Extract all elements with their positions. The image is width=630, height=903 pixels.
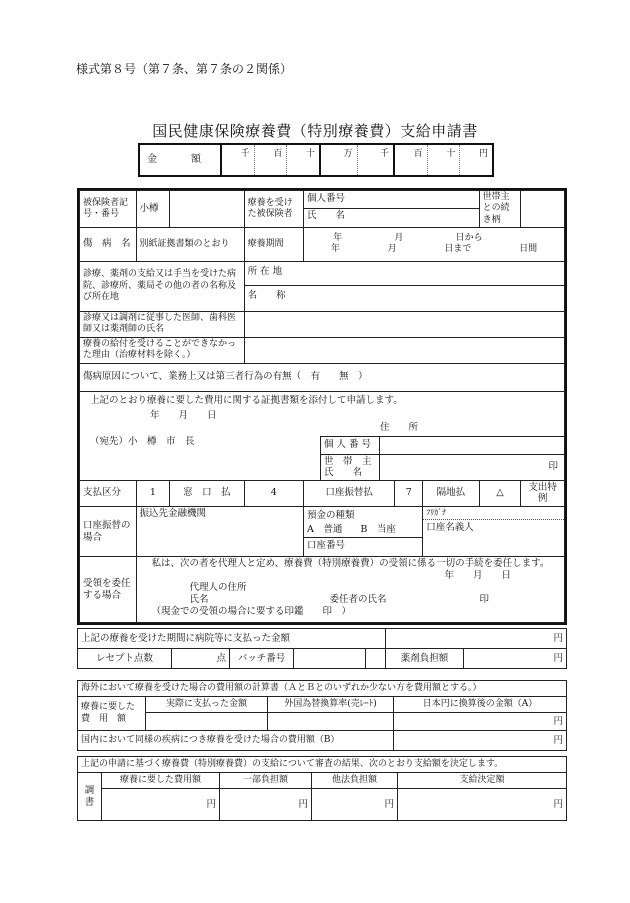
- batch-label: バッチ番号: [230, 649, 294, 669]
- provider-fields[interactable]: [244, 261, 564, 311]
- decision-col3: 他法負担額: [312, 773, 398, 789]
- paid-text: 上記の療養を受けた期間に病院等に支払った金額: [78, 629, 386, 649]
- delegation-label: 受領を委任する場合: [80, 557, 137, 623]
- decision-col1: 療養に要した費用額: [102, 773, 220, 789]
- payment-opt7-no[interactable]: 7: [395, 480, 423, 507]
- cause-row[interactable]: 傷病原因について、業務上又は第三者行為の有無（ 有 無 ）: [80, 363, 565, 391]
- decision-field4[interactable]: 円: [398, 789, 567, 821]
- amount-box: [138, 143, 494, 177]
- page-title: 国民健康保険療養費（特別療養費）支給申請書: [152, 122, 478, 140]
- overseas-paid-field[interactable]: [146, 713, 268, 731]
- paid-section: [77, 628, 567, 669]
- delegation-block[interactable]: 私は、次の者を代理人と定め、療養費（特別療養費）の受領に係る一切の手続を委任します。 年 月 日 代理人の住所 氏名 委任者の氏名 印 （現金での受領の場合に要する印鑑 印 ）: [136, 557, 565, 623]
- drug-label: 薬剤負担額: [386, 649, 464, 669]
- injury-label: 傷 病 名: [80, 227, 137, 261]
- amount-label: 金 額: [139, 144, 221, 176]
- personal-number-label: 個人番号: [304, 192, 479, 209]
- decision-field1[interactable]: 円: [102, 789, 220, 821]
- batch-number[interactable]: [294, 649, 366, 669]
- applicant-name-label: 世 帯 主 氏 名: [324, 455, 372, 479]
- deposit-fields[interactable]: 預金の種類 A 普通 B 当座 口座番号: [304, 507, 423, 557]
- payment-special[interactable]: 支出特例: [521, 480, 565, 507]
- overseas-text: 海外において療養を受けた場合の費用額の計算書（ＡとＢとのいずれか少ない方を費用額とする。）: [78, 681, 567, 697]
- overseas-rate-field[interactable]: [268, 713, 394, 731]
- decision-col2: 一部負担額: [220, 773, 312, 789]
- overseas-yen-field[interactable]: 円: [394, 713, 567, 731]
- payment-opt7[interactable]: 隔地払: [423, 480, 479, 507]
- digit-cell: 百: [395, 145, 428, 175]
- reason-field[interactable]: [244, 337, 564, 363]
- form-number: 様式第８号（第７条、第７条の２関係）: [76, 62, 293, 76]
- provider-name-label: 名 称: [247, 290, 286, 302]
- applicant-address-label: 住 所: [380, 421, 419, 433]
- recipient-label: 療養を受けた被保険者: [244, 191, 303, 228]
- declaration-date[interactable]: 年 月 日: [150, 409, 217, 421]
- drug-amount[interactable]: 円: [464, 649, 567, 669]
- applicant-personal-number-label: 個 人 番 号: [324, 438, 372, 450]
- period-label: 療養期間: [244, 227, 303, 261]
- digit-cell: 百: [255, 145, 288, 175]
- batch-spacer: [366, 649, 386, 669]
- overseas-rate-col: 外国為替換算率(売ﾚｰﾄ): [268, 697, 394, 713]
- amount-group-man[interactable]: [320, 144, 394, 176]
- period-field[interactable]: 年 月 日から 年 月 日まで 日間: [304, 227, 565, 261]
- overseas-paid-col: 実際に支払った金額: [146, 697, 268, 713]
- doctor-label: 診療又は調剤に従事した医師、歯科医師又は薬剤師の氏名: [80, 311, 245, 337]
- decision-field2[interactable]: 円: [220, 789, 312, 821]
- digit-cell: 円: [478, 149, 488, 159]
- digit-cell: 十: [305, 149, 315, 159]
- decision-col4: 支給決定額: [398, 773, 567, 789]
- provider-address-label: 所 在 地: [245, 262, 564, 286]
- amount-group-thousands[interactable]: [221, 144, 320, 176]
- decision-label: 調書: [78, 773, 102, 821]
- digit-cell: 千: [222, 145, 255, 175]
- payment-special-mark[interactable]: △: [479, 480, 521, 507]
- relation-label: 世帯主との続き柄: [479, 191, 521, 228]
- payment-opt1-no[interactable]: 1: [136, 480, 170, 507]
- transfer-label: 口座振替の場合: [80, 507, 137, 557]
- doctor-field[interactable]: [244, 311, 564, 337]
- relation-field[interactable]: [521, 191, 565, 228]
- addressee: （宛先）小 樽 市 長: [90, 435, 195, 447]
- provider-label: 診療、薬剤の支給又は手当を受けた病院、診療所、薬局その他の者の名称及び所在地: [80, 261, 245, 311]
- application-form: [77, 188, 567, 625]
- bank-field[interactable]: 振込先金融機関: [136, 507, 304, 557]
- injury-value[interactable]: 別紙証拠書類のとおり: [136, 227, 244, 261]
- payment-opt4[interactable]: 口座振替払: [304, 480, 395, 507]
- name-label: 氏 名: [307, 209, 346, 221]
- applicant-seal: 印: [379, 455, 564, 480]
- decision-section: [77, 756, 567, 821]
- digit-cell: 千: [380, 149, 390, 159]
- insured-number-field[interactable]: [170, 191, 244, 228]
- decision-text: 上記の申請に基づく療養費（特別療養費）の支給について審査の結果、次のとおり支給額を決定します。: [78, 757, 567, 773]
- overseas-section: [77, 680, 567, 751]
- domestic-label: 国内において同様の疾病につき療養を受けた場合の費用額（B）: [78, 731, 394, 751]
- digit-cell: 十: [428, 145, 461, 175]
- decision-field3[interactable]: 円: [312, 789, 398, 821]
- amount-group-yen[interactable]: [394, 144, 493, 176]
- payment-label: 支払区分: [80, 480, 137, 507]
- insured-number-label: 被保険者記号・番号: [80, 191, 137, 228]
- declaration-block: [80, 391, 565, 480]
- receipt-points[interactable]: 点: [172, 649, 230, 669]
- holder-fields[interactable]: ﾌﾘｶﾞﾅ 口座名義人: [423, 507, 565, 557]
- receipt-label: レセプト点数: [78, 649, 172, 669]
- digit-cell: 万: [321, 145, 358, 175]
- reason-label: 療養の給付を受けることができなかった理由（治療材料を除く。）: [80, 337, 245, 363]
- overseas-yen-col: 日本円に換算後の金額（A）: [394, 697, 567, 713]
- insured-number-value[interactable]: 小樽: [136, 191, 170, 228]
- overseas-cost-label: 療養に要した費 用 額: [78, 697, 146, 731]
- declaration-text: 上記のとおり療養に要した費用に関する証拠書類を添付して申請します。: [90, 394, 403, 406]
- recipient-fields[interactable]: [304, 191, 480, 228]
- payment-opt1[interactable]: 窓 口 払: [170, 480, 244, 507]
- applicant-personal-number-field[interactable]: [379, 437, 564, 454]
- domestic-field[interactable]: 円: [394, 731, 567, 751]
- payment-opt4-no[interactable]: 4: [244, 480, 303, 507]
- paid-amount[interactable]: 円: [386, 629, 567, 649]
